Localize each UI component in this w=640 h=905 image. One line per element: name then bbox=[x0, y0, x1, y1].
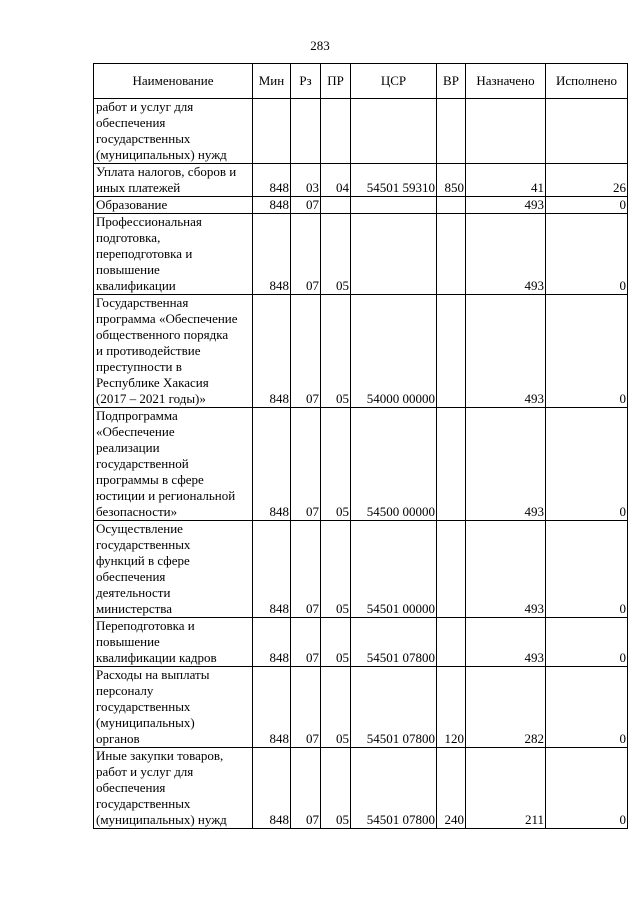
cell-executed: 0 bbox=[546, 408, 628, 521]
cell-pr: 05 bbox=[321, 748, 351, 829]
cell-assigned: 493 bbox=[466, 408, 546, 521]
cell-pr bbox=[321, 197, 351, 214]
cell-name: Переподготовка и повышение квалификации кадров bbox=[94, 618, 253, 667]
table-row bbox=[94, 197, 628, 214]
table-row bbox=[94, 214, 628, 295]
column-header-min: Мин bbox=[253, 64, 291, 99]
cell-vr: 240 bbox=[437, 748, 466, 829]
column-header-name: Наименование bbox=[94, 64, 253, 99]
page-number: 283 bbox=[310, 38, 330, 53]
cell-vr bbox=[437, 295, 466, 408]
cell-min: 848 bbox=[253, 295, 291, 408]
table-header-row bbox=[94, 64, 628, 99]
cell-csr bbox=[351, 214, 437, 295]
cell-assigned: 493 bbox=[466, 214, 546, 295]
cell-rz: 07 bbox=[291, 521, 321, 618]
budget-table bbox=[93, 63, 628, 829]
cell-name: Подпрограмма «Обеспечение реализации государственной программы в сфере юстиции и региональной безопасности» bbox=[94, 408, 253, 521]
cell-csr: 54501 07800 bbox=[351, 618, 437, 667]
cell-csr: 54501 00000 bbox=[351, 521, 437, 618]
cell-csr bbox=[351, 197, 437, 214]
table-row bbox=[94, 295, 628, 408]
cell-rz bbox=[291, 99, 321, 164]
table-row bbox=[94, 618, 628, 667]
cell-rz: 07 bbox=[291, 214, 321, 295]
table-row bbox=[94, 667, 628, 748]
column-header-pr: ПР bbox=[321, 64, 351, 99]
cell-name: Профессиональная подготовка, переподготовка и повышение квалификации bbox=[94, 214, 253, 295]
cell-pr: 05 bbox=[321, 295, 351, 408]
cell-pr: 05 bbox=[321, 408, 351, 521]
cell-vr bbox=[437, 214, 466, 295]
cell-pr: 05 bbox=[321, 214, 351, 295]
cell-executed: 0 bbox=[546, 618, 628, 667]
cell-vr bbox=[437, 197, 466, 214]
table-row bbox=[94, 164, 628, 197]
cell-rz: 07 bbox=[291, 408, 321, 521]
cell-min: 848 bbox=[253, 667, 291, 748]
cell-rz: 07 bbox=[291, 618, 321, 667]
cell-vr: 850 bbox=[437, 164, 466, 197]
cell-assigned: 41 bbox=[466, 164, 546, 197]
cell-csr bbox=[351, 99, 437, 164]
cell-name: Расходы на выплаты персоналу государственных (муниципальных) органов bbox=[94, 667, 253, 748]
cell-rz: 07 bbox=[291, 197, 321, 214]
cell-csr: 54501 59310 bbox=[351, 164, 437, 197]
cell-min bbox=[253, 99, 291, 164]
cell-name: Осуществление государственных функций в сфере обеспечения деятельности министерства bbox=[94, 521, 253, 618]
column-header-assigned: Назначено bbox=[466, 64, 546, 99]
cell-pr: 04 bbox=[321, 164, 351, 197]
cell-csr: 54500 00000 bbox=[351, 408, 437, 521]
table-row bbox=[94, 748, 628, 829]
cell-assigned bbox=[466, 99, 546, 164]
cell-vr bbox=[437, 99, 466, 164]
cell-vr: 120 bbox=[437, 667, 466, 748]
cell-name: Уплата налогов, сборов и иных платежей bbox=[94, 164, 253, 197]
cell-executed: 0 bbox=[546, 197, 628, 214]
cell-min: 848 bbox=[253, 618, 291, 667]
table-row bbox=[94, 408, 628, 521]
cell-vr bbox=[437, 521, 466, 618]
cell-rz: 03 bbox=[291, 164, 321, 197]
cell-min: 848 bbox=[253, 164, 291, 197]
cell-assigned: 493 bbox=[466, 295, 546, 408]
column-header-vr: ВР bbox=[437, 64, 466, 99]
column-header-rz: Рз bbox=[291, 64, 321, 99]
cell-vr bbox=[437, 408, 466, 521]
cell-pr: 05 bbox=[321, 521, 351, 618]
table-row bbox=[94, 99, 628, 164]
cell-assigned: 493 bbox=[466, 197, 546, 214]
cell-vr bbox=[437, 618, 466, 667]
cell-csr: 54501 07800 bbox=[351, 748, 437, 829]
cell-rz: 07 bbox=[291, 667, 321, 748]
cell-executed: 0 bbox=[546, 214, 628, 295]
cell-pr bbox=[321, 99, 351, 164]
cell-assigned: 282 bbox=[466, 667, 546, 748]
cell-executed: 26 bbox=[546, 164, 628, 197]
cell-min: 848 bbox=[253, 214, 291, 295]
cell-csr: 54501 07800 bbox=[351, 667, 437, 748]
cell-executed: 0 bbox=[546, 667, 628, 748]
cell-executed: 0 bbox=[546, 521, 628, 618]
cell-min: 848 bbox=[253, 197, 291, 214]
cell-executed bbox=[546, 99, 628, 164]
cell-executed: 0 bbox=[546, 748, 628, 829]
cell-assigned: 211 bbox=[466, 748, 546, 829]
cell-name: Образование bbox=[94, 197, 253, 214]
cell-name: Иные закупки товаров, работ и услуг для обеспечения государственных (муниципальных) нужд bbox=[94, 748, 253, 829]
cell-rz: 07 bbox=[291, 748, 321, 829]
cell-min: 848 bbox=[253, 748, 291, 829]
column-header-csr: ЦСР bbox=[351, 64, 437, 99]
cell-rz: 07 bbox=[291, 295, 321, 408]
cell-assigned: 493 bbox=[466, 618, 546, 667]
cell-min: 848 bbox=[253, 408, 291, 521]
cell-csr: 54000 00000 bbox=[351, 295, 437, 408]
cell-name: Государственная программа «Обеспечение общественного порядка и противодействие преступности в Республике Хакасия (2017 – 2021 годы)» bbox=[94, 295, 253, 408]
cell-pr: 05 bbox=[321, 667, 351, 748]
cell-pr: 05 bbox=[321, 618, 351, 667]
table-row bbox=[94, 521, 628, 618]
cell-executed: 0 bbox=[546, 295, 628, 408]
cell-assigned: 493 bbox=[466, 521, 546, 618]
cell-name: работ и услуг для обеспечения государственных (муниципальных) нужд bbox=[94, 99, 253, 164]
column-header-executed: Исполнено bbox=[546, 64, 628, 99]
cell-min: 848 bbox=[253, 521, 291, 618]
